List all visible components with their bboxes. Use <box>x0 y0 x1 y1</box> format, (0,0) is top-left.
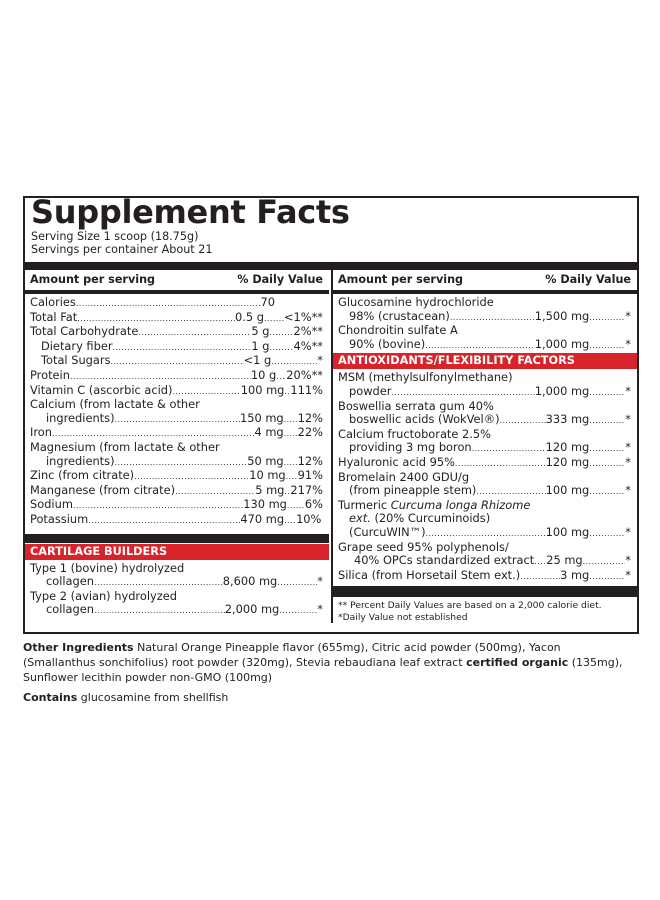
ingredient-row-glucosamine: 98% (crustacean) ..... 1,500 mg ..... * <box>338 310 631 325</box>
serving-info <box>31 231 212 256</box>
other-ingredients-label: Other Ingredients <box>23 641 134 654</box>
footnotes <box>338 597 631 623</box>
nutrient-row-magnesium: ingredients) ..... 50 mg ..... 12% <box>30 455 323 470</box>
nutrient-row-zinc: Zinc (from citrate) ..... 10 mg ..... 91% <box>30 469 323 484</box>
nutrient-list <box>25 294 329 618</box>
ingredient-row-glucosamine-line1: Glucosamine hydrochloride <box>338 295 494 309</box>
ingredient-row-bromelain-line1: Bromelain 2400 GDU/g <box>338 469 470 484</box>
left-column <box>25 270 329 618</box>
ingredient-row-type2-collagen: collagen ..... 2,000 mg ..... * <box>30 603 323 618</box>
ingredient-row-fructoborate-line1: Calcium fructoborate 2.5% <box>338 426 491 441</box>
serving-size: Serving Size 1 scoop (18.75g) <box>31 230 199 243</box>
nutrient-row-calcium: ingredients) ..... 150 mg ..... 12% <box>30 412 323 427</box>
left-column-header <box>25 270 329 294</box>
servings-per-container: Servings per container About 21 <box>31 242 213 256</box>
allergen-statement: Contains glucosamine from shellfish <box>23 691 229 704</box>
ingredient-row-bromelain: (from pineapple stem) ..... 100 mg ..... * <box>338 484 631 499</box>
footnote-dv-not-established: *Daily Value not established <box>338 611 468 623</box>
right-column <box>331 270 637 623</box>
ingredient-row-silica: Silica (from Horsetail Stem ext.) ..... 3 mg ..... * <box>338 569 631 584</box>
ingredient-row-msm-line1: MSM (methylsulfonylmethane) <box>338 370 513 385</box>
other-ingredients: Other Ingredients Natural Orange Pineapple flavor (655mg), Citric acid powder (500mg), Yacon (Smallanthus sonchifolius) root powder (320mg), Stevia rebaudiana leaf extract certified organic (135mg), Sunflower lecithin powder non-GMO (100mg) <box>23 641 623 684</box>
nutrient-row-sodium: Sodium ..... 130 mg ..... 6% <box>30 498 323 513</box>
section-cartilage-builders: CARTILAGE BUILDERS <box>25 544 329 560</box>
section-divider <box>25 534 329 543</box>
nutrient-row-total-sugars: Total Sugars ..... <1 g ..... * <box>30 354 323 369</box>
ingredient-row-turmeric-line2: ext. (20% Curcuminoids) <box>349 511 491 526</box>
nutrient-row-magnesium-line1: Magnesium (from lactate & other <box>30 439 220 454</box>
ingredient-row-type2-line1: Type 2 (avian) hydrolyzed <box>30 588 177 603</box>
header-divider <box>23 262 639 270</box>
right-column-header <box>333 270 637 294</box>
contains-label: Contains <box>23 691 78 704</box>
ingredient-row-turmeric: (CurcuWIN™) ..... 100 mg ..... * <box>338 526 631 541</box>
daily-value-label: % Daily Value <box>545 273 631 286</box>
ingredient-row-turmeric-line1: Turmeric Curcuma longa Rhizome <box>338 497 531 512</box>
footnote-divider <box>333 586 637 597</box>
ingredient-row-chondroitin-line1: Chondroitin sulfate A <box>338 323 458 338</box>
nutrient-row-total-fat: Total Fat ..... 0.5 g ..... <1%** <box>30 311 323 326</box>
ingredient-list <box>333 294 637 623</box>
nutrient-row-total-carbohydrate: Total Carbohydrate ..... 5 g ..... 2%** <box>30 325 323 340</box>
ingredient-row-boswellia-line1: Boswellia serrata gum 40% <box>338 398 494 413</box>
nutrient-row-manganese: Manganese (from citrate) ..... 5 mg ..... 217% <box>30 484 323 499</box>
ingredient-row-grape-seed: 40% OPCs standardized extract ..... 25 mg ..... * <box>338 554 631 569</box>
ingredient-row-type1-collagen: collagen ..... 8,600 mg ..... * <box>30 575 323 590</box>
ingredient-row-chondroitin: 90% (bovine) ..... 1,000 mg ..... * <box>338 338 631 353</box>
nutrient-row-protein: Protein ..... 10 g ..... 20%** <box>30 369 323 384</box>
amount-per-serving-label: Amount per serving <box>338 273 464 286</box>
ingredient-row-msm: powder ..... 1,000 mg ..... * <box>338 385 631 400</box>
nutrient-row-calories: Calories ..... 70 <box>30 296 323 311</box>
amount-per-serving-label: Amount per serving <box>30 273 156 286</box>
ingredient-row-grape-seed-line1: Grape seed 95% polyphenols/ <box>338 539 509 554</box>
ingredient-row-fructoborate: providing 3 mg boron ..... 120 mg ..... * <box>338 441 631 456</box>
nutrient-row-vitamin-c: Vitamin C (ascorbic acid) ..... 100 mg ..... 111% <box>30 384 323 399</box>
nutrient-row-potassium: Potassium ..... 470 mg ..... 10% <box>30 513 323 528</box>
ingredient-row-type1-line1: Type 1 (bovine) hydrolyzed <box>30 560 185 575</box>
panel-title: Supplement Facts <box>31 193 350 231</box>
nutrient-row-iron: Iron ..... 4 mg ..... 22% <box>30 426 323 441</box>
ingredient-row-boswellia: boswellic acids (WokVel®) ..... 333 mg ..... * <box>338 413 631 428</box>
section-antioxidants-flexibility: ANTIOXIDANTS/FLEXIBILITY FACTORS <box>333 353 637 369</box>
nutrient-row-calcium-line1: Calcium (from lactate & other <box>30 397 200 412</box>
ingredient-row-hyaluronic-acid: Hyaluronic acid 95% ..... 120 mg ..... * <box>338 456 631 471</box>
footnote-percent-daily-values: ** Percent Daily Values are based on a 2,000 calorie diet. <box>338 600 602 612</box>
daily-value-label: % Daily Value <box>237 273 323 286</box>
nutrient-row-dietary-fiber: Dietary fiber ..... 1 g ..... 4%** <box>30 340 323 355</box>
